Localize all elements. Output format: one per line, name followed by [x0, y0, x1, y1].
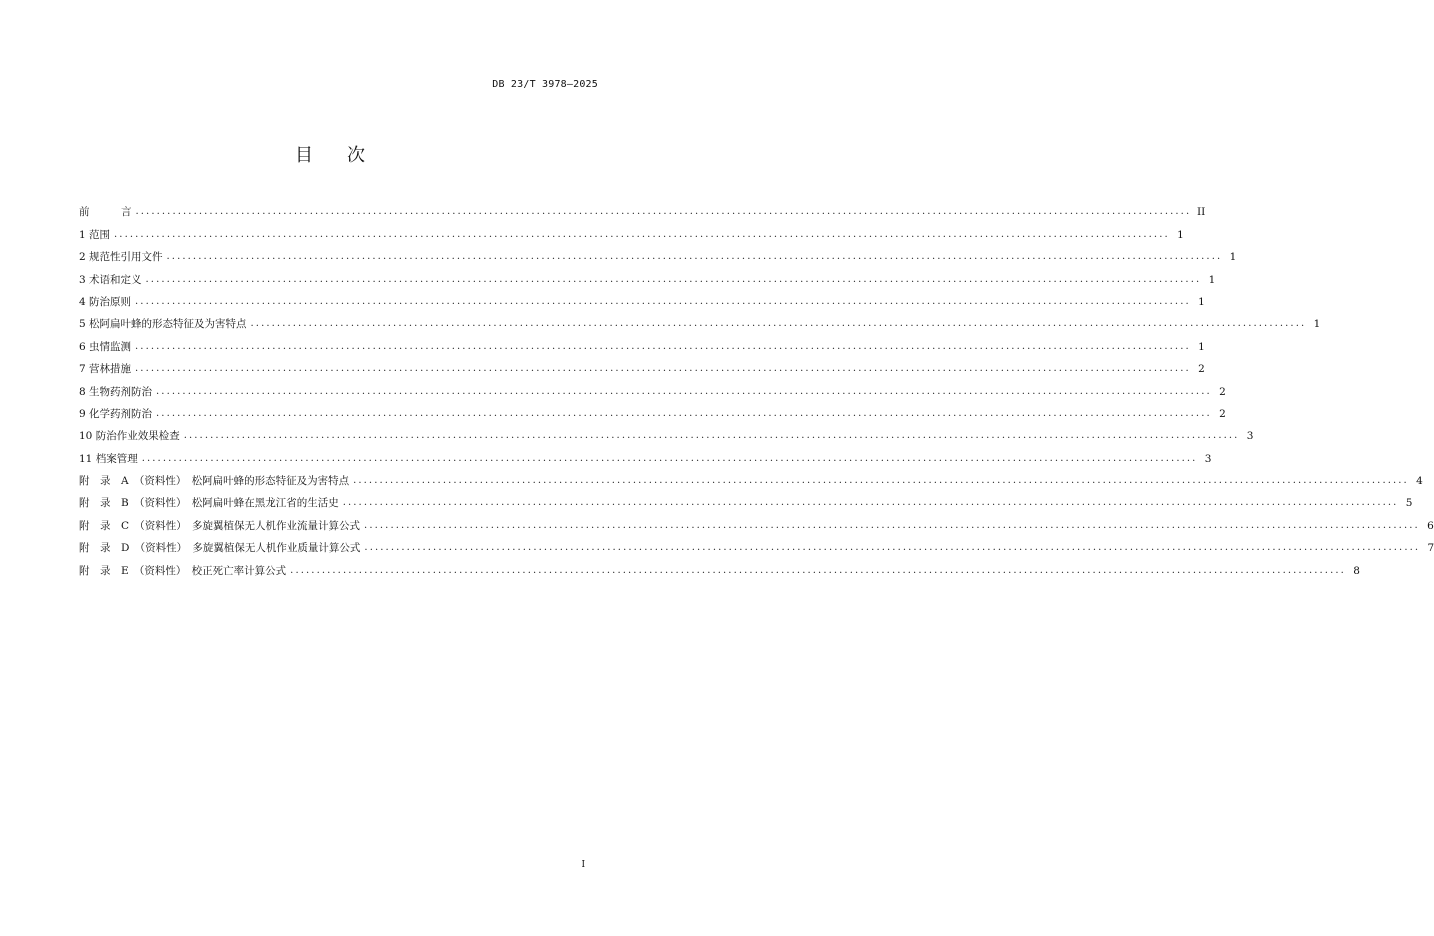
toc-entry-chemical-control[interactable] — [79, 399, 1226, 421]
toc-entry-page: 4 — [1416, 475, 1423, 488]
toc-entry-label: 7 营林措施 — [79, 363, 132, 376]
toc-entry-biological-control[interactable] — [79, 376, 1226, 398]
toc-entry-page: 1 — [1198, 340, 1205, 353]
toc-leader-dots: ........................................................................................................................................................................................................ — [141, 452, 1198, 464]
toc-entry-label: 附 录 B （资料性） 松阿扁叶蜂在黑龙江省的生活史 — [79, 497, 339, 510]
toc-entry-label: 附 录 C （资料性） 多旋翼植保无人机作业流量计算公式 — [79, 519, 361, 532]
toc-entry-page: 5 — [1405, 497, 1413, 510]
toc-entry-morphology[interactable] — [79, 309, 1321, 331]
page-title — [0, 141, 662, 167]
toc-entry-label: 9 化学药剂防治 — [79, 407, 153, 420]
toc-entry-silviculture[interactable] — [79, 354, 1205, 376]
table-of-contents — [79, 197, 1434, 578]
toc-leader-dots: ........................................................................................................................................................................................................ — [135, 206, 1192, 218]
toc-entry-page: 3 — [1204, 452, 1212, 465]
toc-leader-dots: ........................................................................................................................................................................................................ — [114, 228, 1170, 240]
toc-leader-dots: ........................................................................................................................................................................................................ — [364, 542, 1421, 554]
toc-leader-dots: ........................................................................................................................................................................................................ — [183, 430, 1240, 442]
page-number: I — [581, 860, 585, 870]
toc-leader-dots: ........................................................................................................................................................................................................ — [353, 475, 1409, 487]
toc-entry-label: 5 松阿扁叶蜂的形态特征及为害特点 — [79, 318, 247, 331]
toc-entry-page: 3 — [1246, 430, 1254, 443]
toc-entry-monitoring[interactable] — [79, 331, 1205, 353]
toc-entry-page: 2 — [1198, 363, 1205, 376]
toc-entry-label: 11 档案管理 — [79, 452, 138, 465]
toc-entry-label: 附 录 E （资料性） 校正死亡率计算公式 — [79, 564, 287, 577]
toc-entry-page: 1 — [1208, 273, 1216, 286]
toc-leader-dots: ........................................................................................................................................................................................................ — [135, 340, 1191, 352]
toc-leader-dots: ........................................................................................................................................................................................................ — [166, 251, 1223, 263]
toc-entry-label: 8 生物药剂防治 — [79, 385, 153, 398]
toc-entry-label: 10 防治作业效果检查 — [79, 430, 180, 443]
toc-leader-dots: ........................................................................................................................................................................................................ — [145, 273, 1202, 285]
toc-entry-appendix-e[interactable] — [79, 555, 1360, 577]
toc-entry-appendix-c[interactable] — [79, 510, 1434, 532]
toc-entry-page: 1 — [1229, 251, 1237, 264]
toc-entry-label: 附 录 A （资料性） 松阿扁叶蜂的形态特征及为害特点 — [79, 475, 350, 488]
title-char-1: 目 — [295, 145, 315, 166]
document-code: DB 23/T 3978—2025 — [492, 79, 598, 90]
toc-entry-records[interactable] — [79, 443, 1212, 465]
toc-entry-page: 1 — [1313, 318, 1321, 331]
toc-leader-dots: ........................................................................................................................................................................................................ — [156, 407, 1212, 419]
toc-entry-label: 1 范围 — [79, 228, 111, 241]
toc-entry-label: 附 录 D （资料性） 多旋翼植保无人机作业质量计算公式 — [79, 542, 361, 555]
toc-leader-dots: ........................................................................................................................................................................................................ — [135, 363, 1191, 375]
toc-leader-dots: ........................................................................................................................................................................................................ — [250, 318, 1307, 330]
toc-entry-page: 8 — [1353, 564, 1360, 577]
toc-entry-appendix-a[interactable] — [79, 466, 1423, 488]
toc-entry-effect-inspection[interactable] — [79, 421, 1254, 443]
toc-leader-dots: ........................................................................................................................................................................................................ — [364, 519, 1420, 531]
title-char-2: 次 — [347, 145, 367, 166]
toc-leader-dots: ........................................................................................................................................................................................................ — [342, 497, 1399, 509]
toc-entry-normative-references[interactable] — [79, 242, 1237, 264]
toc-entry-label: 6 虫情监测 — [79, 340, 132, 353]
toc-leader-dots: ........................................................................................................................................................................................................ — [290, 564, 1346, 576]
toc-entry-page: 2 — [1219, 407, 1226, 420]
toc-entry-page: 7 — [1427, 542, 1434, 555]
toc-entry-page: 2 — [1219, 385, 1226, 398]
toc-entry-label: 前 言 — [79, 206, 132, 219]
toc-entry-scope[interactable] — [79, 219, 1184, 241]
toc-entry-control-principles[interactable] — [79, 287, 1205, 309]
toc-entry-appendix-d[interactable] — [79, 533, 1434, 555]
toc-entry-label: 4 防治原则 — [79, 295, 132, 308]
toc-entry-page: 1 — [1177, 228, 1184, 241]
toc-leader-dots: ........................................................................................................................................................................................................ — [135, 295, 1191, 307]
toc-entry-foreword[interactable] — [79, 197, 1206, 219]
toc-entry-label: 3 术语和定义 — [79, 273, 142, 286]
toc-entry-page: II — [1196, 206, 1206, 219]
toc-leader-dots: ........................................................................................................................................................................................................ — [156, 385, 1212, 397]
toc-entry-page: 6 — [1427, 519, 1434, 532]
toc-entry-label: 2 规范性引用文件 — [79, 251, 163, 264]
toc-entry-terms-definitions[interactable] — [79, 264, 1216, 286]
toc-entry-appendix-b[interactable] — [79, 488, 1413, 510]
toc-entry-page: 1 — [1198, 295, 1205, 308]
